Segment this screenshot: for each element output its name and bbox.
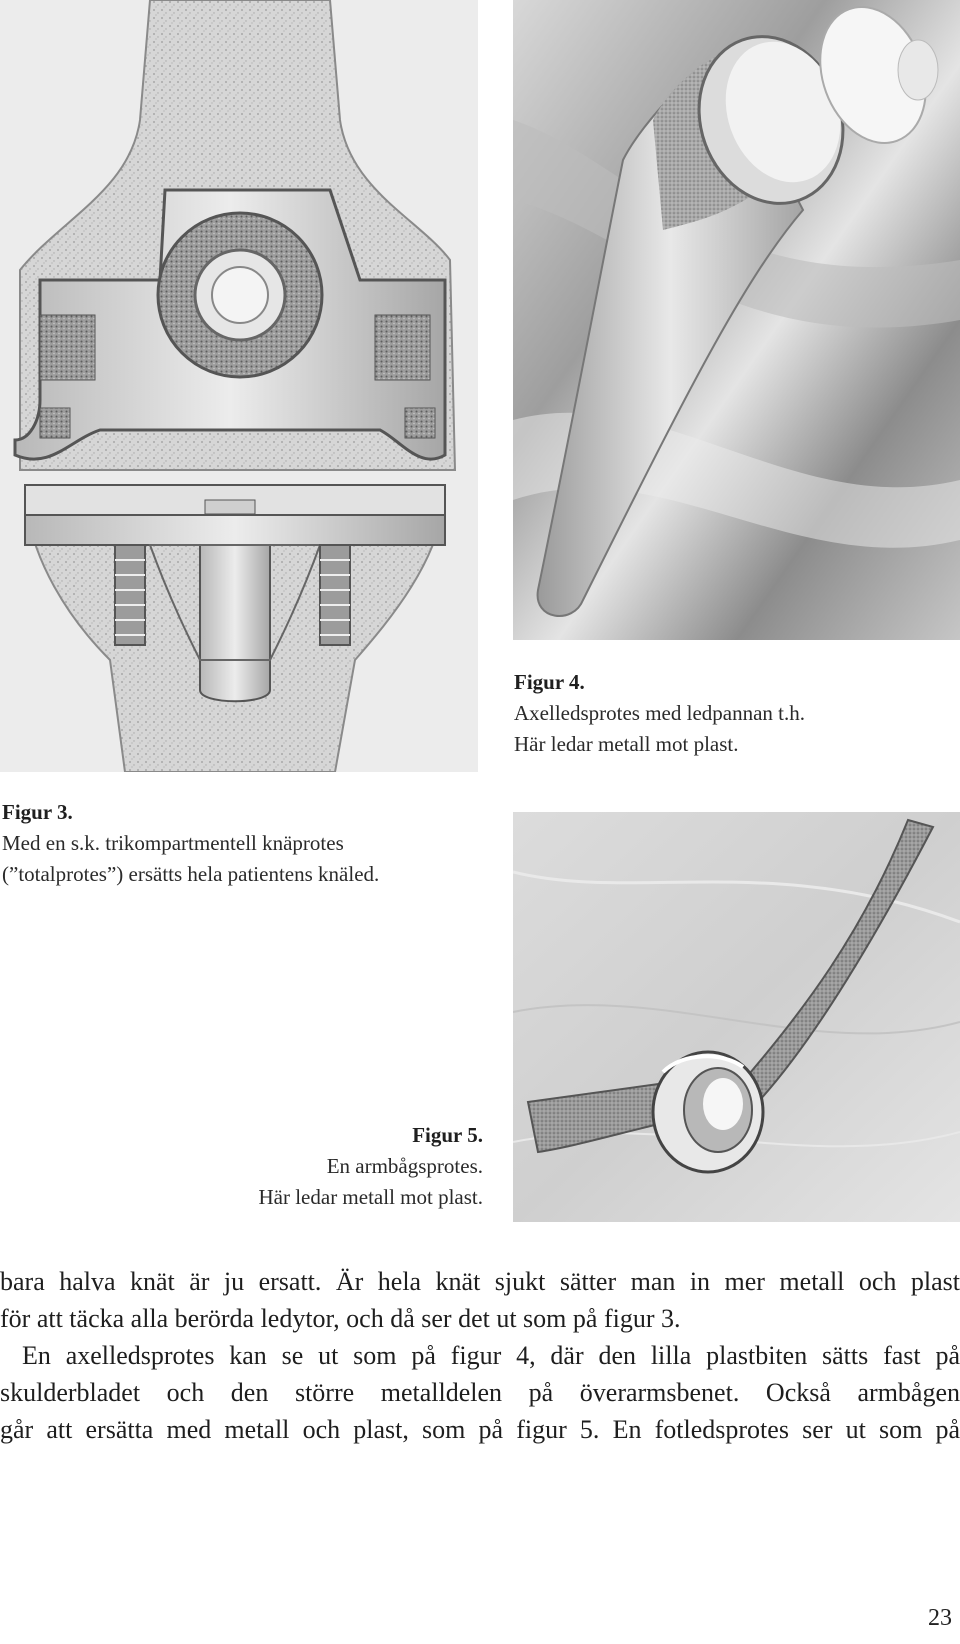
knee-prosthesis-illustration [0,0,478,772]
figure-3-caption [2,797,379,890]
figure-5-caption [258,1120,483,1213]
body-line: bara halva knät är ju ersatt. Är hela knät sjukt sätter man in mer metall och plast [0,1267,960,1296]
figure-4-caption-line: Axelledsprotes med ledpannan t.h. [514,701,806,725]
body-line: skulderbladet och den större metalldelen på överarmsbenet. Också armbågen [0,1378,960,1407]
body-paragraphs [0,1263,960,1448]
figure-4-caption [514,667,805,760]
page-number: 23 [928,1605,952,1631]
figure-5-number: Figur 5. [412,1123,483,1147]
body-line: går att ersätta med metall och plast, som på figur 5. En fotledsprotes ser ut som på [0,1415,960,1444]
figure-3-caption-line: (”totalprotes”) ersätts hela patientens knäled. [2,862,380,886]
figure-5-caption-line: En armbågsprotes. [326,1154,483,1178]
figure-4-caption-line: Här ledar metall mot plast. [514,732,739,756]
figure-4-number: Figur 4. [514,670,585,694]
shoulder-prosthesis-photo [513,0,960,640]
elbow-prosthesis-photo [513,812,960,1222]
figure-5-caption-line: Här ledar metall mot plast. [258,1185,483,1209]
body-line: för att täcka alla berörda ledytor, och då ser det ut som på figur 3. [0,1304,681,1333]
body-line: En axelledsprotes kan se ut som på figur 4, där den lilla plastbiten sätts fast på [22,1341,960,1370]
figure-3-caption-line: Med en s.k. trikompartmentell knäprotes [2,831,344,855]
figure-3-number: Figur 3. [2,800,73,824]
